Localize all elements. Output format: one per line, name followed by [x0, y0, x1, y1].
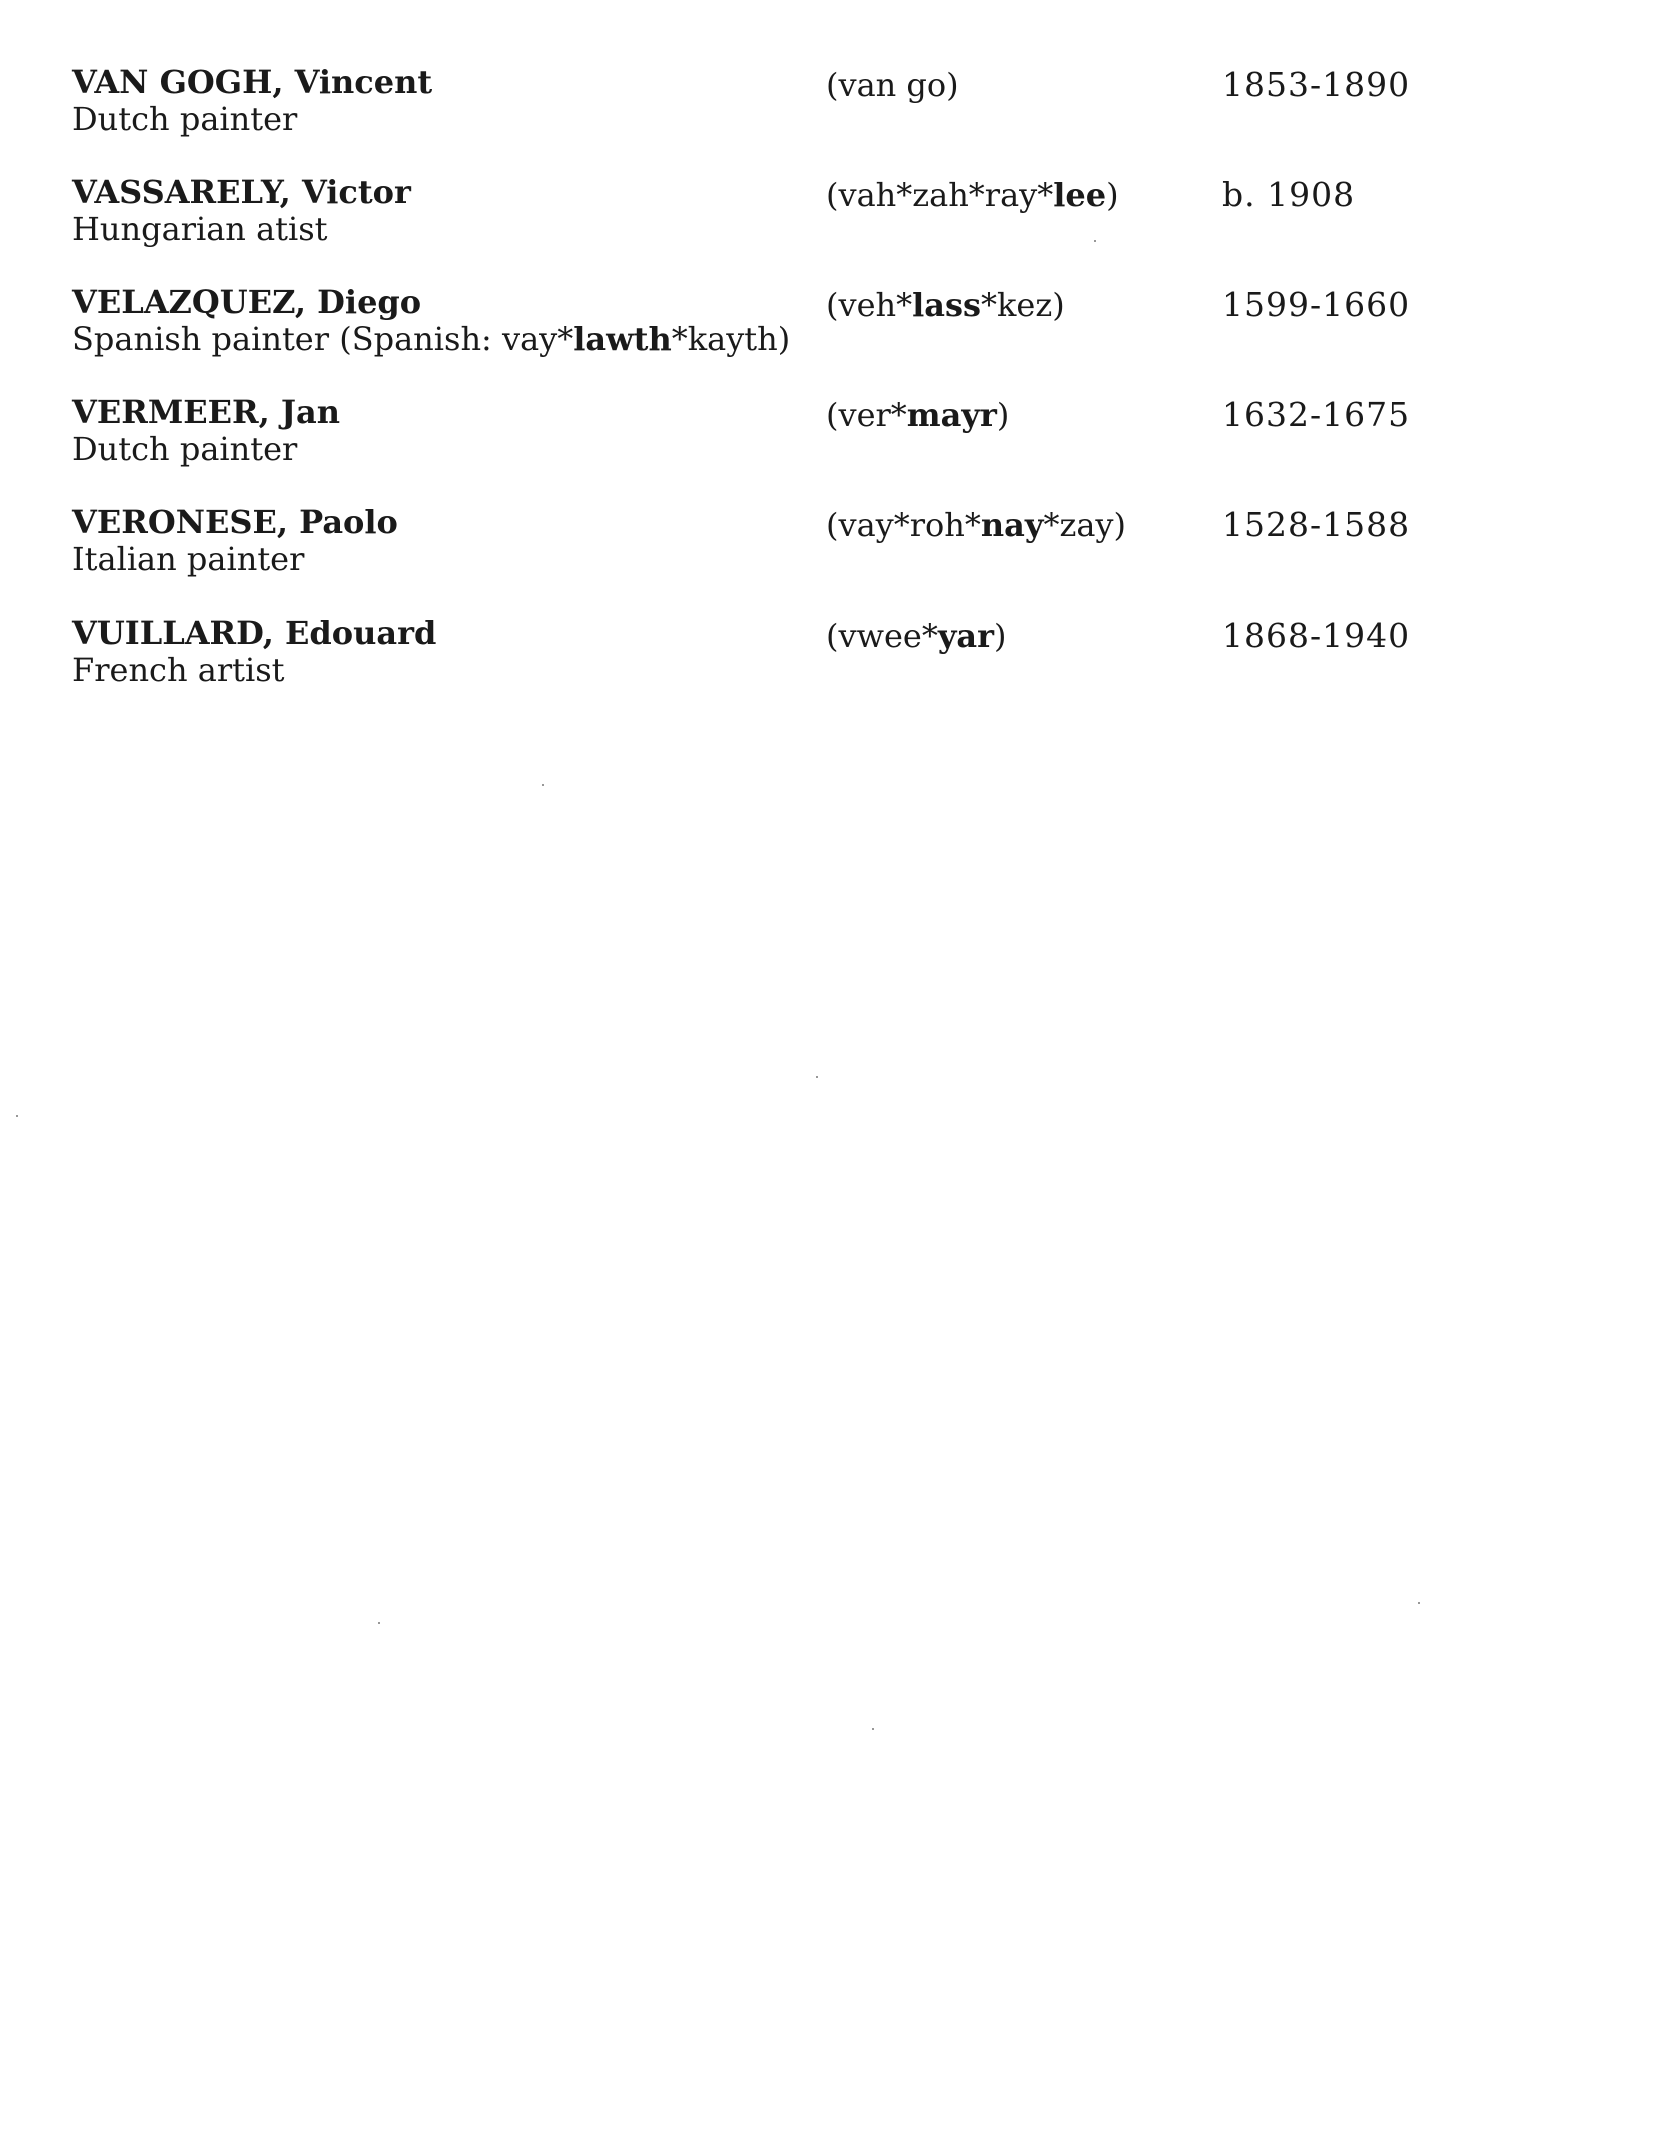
artist-pronunciation [826, 175, 1119, 215]
artist-entry-velazquez [0, 282, 1664, 382]
artist-pronunciation [826, 616, 1007, 656]
artist-name: VAN GOGH, Vincent [72, 63, 433, 101]
scan-speck [1418, 1602, 1420, 1604]
pronunciation-stress: lass [912, 286, 982, 324]
pronunciation-stress: yar [937, 617, 995, 655]
scan-speck [16, 1115, 18, 1117]
pronunciation-part: ) [994, 617, 1007, 655]
pronunciation-part: *zay) [1043, 506, 1126, 544]
pronunciation-part: *kez) [981, 286, 1065, 324]
artist-pronunciation [826, 65, 959, 105]
pronunciation-part: ) [996, 396, 1010, 434]
artist-entry-vuillard [0, 613, 1664, 713]
artist-entry-van-gogh [0, 62, 1664, 162]
pronunciation-part: (ver* [826, 396, 907, 434]
artist-entry-vassarely [0, 172, 1664, 272]
artist-description [72, 319, 790, 359]
artist-dates: 1853-1890 [1222, 65, 1411, 104]
pronunciation-stress: nay [980, 506, 1044, 544]
scan-speck [816, 1076, 818, 1078]
artist-dates: b. 1908 [1222, 175, 1356, 214]
description-part: Spanish painter (Spanish: vay* [72, 320, 574, 358]
artist-description: Hungarian atist [72, 210, 328, 248]
artist-pronunciation [826, 395, 1009, 435]
pronunciation-part: (vay*roh* [826, 506, 981, 544]
artist-dates: 1528-1588 [1222, 505, 1411, 544]
pronunciation-part: ) [1106, 176, 1119, 214]
pronunciation-stress: mayr [906, 396, 997, 434]
artist-name: VUILLARD, Edouard [72, 614, 437, 652]
scan-speck [872, 1728, 874, 1730]
artist-description: French artist [72, 651, 285, 689]
pronunciation-part: (veh* [826, 286, 913, 324]
artist-name: VERMEER, Jan [72, 393, 341, 431]
artist-description: Italian painter [72, 540, 305, 578]
pronunciation-part: (van go) [826, 66, 959, 104]
description-stress: lawth [573, 320, 672, 358]
artist-dates: 1599-1660 [1222, 285, 1411, 324]
description-part: *kayth) [671, 320, 791, 358]
artist-pronunciation [826, 285, 1065, 325]
artist-dates: 1868-1940 [1222, 616, 1411, 655]
scan-speck [542, 784, 544, 786]
pronunciation-stress: lee [1053, 176, 1107, 214]
scan-speck [378, 1622, 380, 1624]
artist-pronunciation [826, 505, 1126, 545]
artist-dates: 1632-1675 [1222, 395, 1411, 434]
artist-name: VERONESE, Paolo [72, 503, 398, 541]
pronunciation-part: (vah*zah*ray* [826, 176, 1054, 214]
artist-description: Dutch painter [72, 430, 298, 468]
artist-entry-veronese [0, 502, 1664, 602]
artist-name: VASSARELY, Victor [72, 173, 411, 211]
artist-description: Dutch painter [72, 100, 298, 138]
scan-speck [1094, 240, 1096, 242]
artist-name: VELAZQUEZ, Diego [72, 283, 422, 321]
artist-entry-vermeer [0, 392, 1664, 492]
pronunciation-part: (vwee* [826, 617, 938, 655]
